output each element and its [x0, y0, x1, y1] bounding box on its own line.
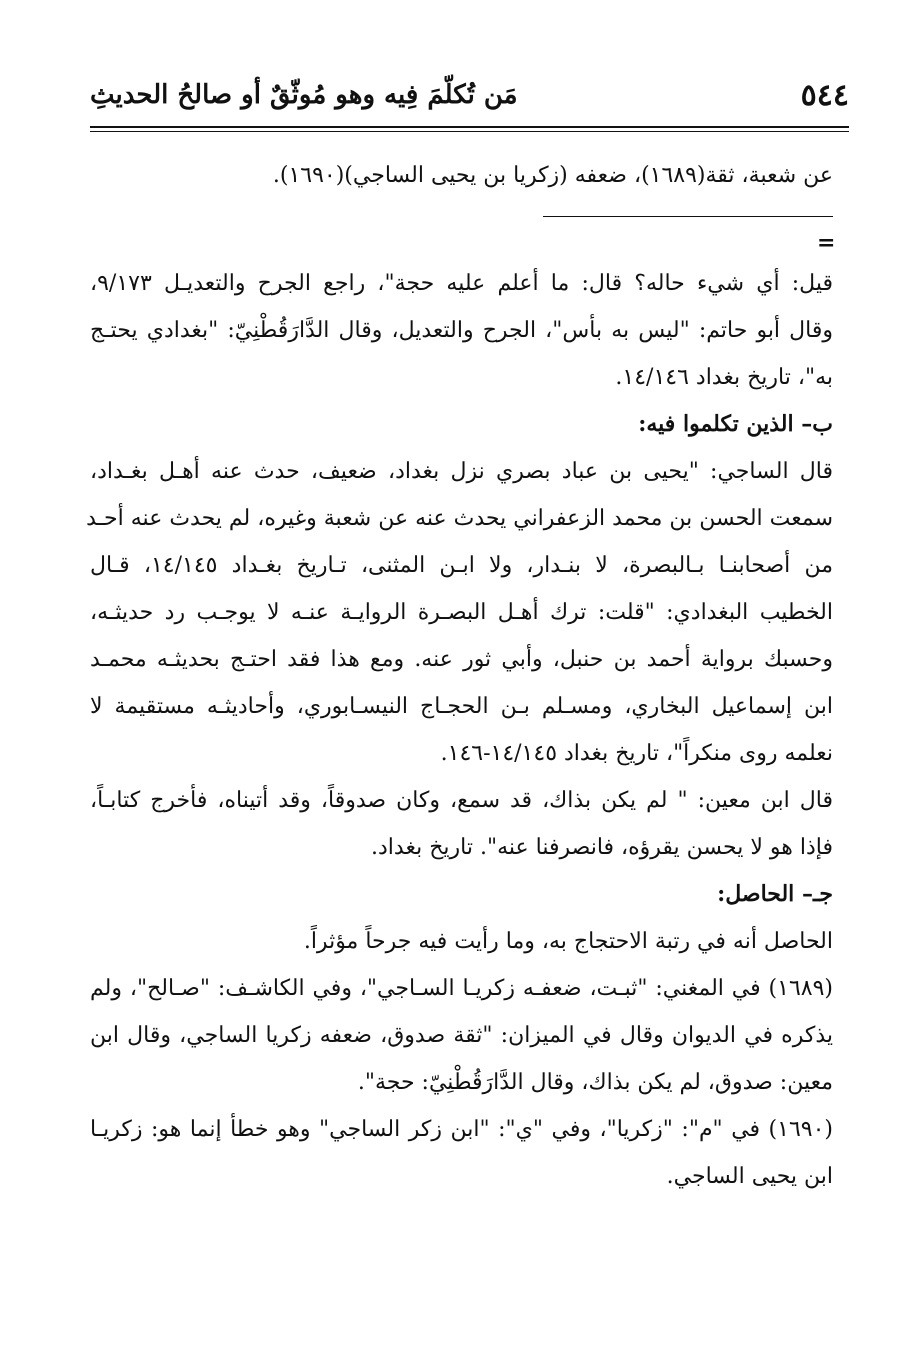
- header-rule: [90, 126, 849, 128]
- section-b-heading: ب– الذين تكلموا فيه:: [638, 411, 833, 437]
- main-line: عن شعبة، ثقة(١٦٨٩)، ضعفه (زكريا بن يحيى الساجي)(١٦٩٠).: [272, 163, 833, 188]
- footnote-continuation: [86, 260, 833, 1200]
- text-line: وحسبك برواية أحمد بن حنبل، وأبي ثور عنه. ومع هذا فقد احتـج بحديثـه محمـد: [90, 647, 833, 672]
- continuation-mark: =: [817, 230, 836, 256]
- text-line: وقال أبو حاتم: "ليس به بأس"، الجرح والتعديل، وقال الدَّارَقُطْنِيّ: "بغدادي يحتـج: [90, 318, 833, 343]
- text-line: نعلمه روى منكراً"، تاريخ بغداد ١٤/١٤٥-١٤٦.: [440, 741, 833, 766]
- text-line: معين: صدوق، لم يكن بذاك، وقال الدَّارَقُطْنِيّ: حجة".: [357, 1070, 833, 1095]
- section-c-heading: جـ– الحاصل:: [717, 881, 833, 907]
- header-rule-thin: [90, 131, 849, 132]
- footnote-1690: (١٦٩٠) في "م": "زكريا"، وفي "ي": "ابن زكر الساجي" وهو خطأ إنما هو: زكريـا: [90, 1117, 833, 1142]
- text-line: من أصحابنـا بـالبصرة، لا بنـدار، ولا ابـن المثنى، تـاريخ بغـداد ١٤/١٤٥، قـال: [90, 553, 833, 578]
- text-line: قال الساجي: "يحيى بن عباد بصري نزل بغداد، ضعيف، حدث عنه أهـل بغـداد،: [90, 459, 833, 484]
- text-line: الحاصل أنه في رتبة الاحتجاج به، وما رأيت فيه جرحاً مؤثراً.: [303, 929, 833, 954]
- footnote-1689: (١٦٨٩) في المغني: "ثبـت، ضعفـه زكريـا السـاجي"، وفي الكاشـف: "صـالح"، ولم: [90, 976, 833, 1001]
- page-number: ٥٤٤: [800, 78, 849, 113]
- text-line: قيل: أي شيء حاله؟ قال: ما أعلم عليه حجة"، راجع الجرح والتعديـل ٩/١٧٣،: [90, 271, 833, 296]
- text-line: الخطيب البغدادي: "قلت: ترك أهـل البصـرة الروايـة عنـه لا يوجـب رد حديثـه،: [90, 600, 833, 625]
- text-line: به"، تاريخ بغداد ١٤/١٤٦.: [615, 365, 833, 390]
- text-line: ابن يحيى الساجي.: [666, 1164, 833, 1189]
- text-line: سمعت الحسن بن محمد الزعفراني يحدث عنه عن شعبة وغيره، لم يحدث عنه أحـد: [86, 506, 833, 531]
- page-header: [90, 70, 849, 120]
- running-title: مَن تُكلّمَ فِيه وهو مُوثّقٌ أو صالحُ الحديثِ: [90, 80, 518, 110]
- text-line: قال ابن معين: " لم يكن بذاك، قد سمع، وكان صدوقاً، وقد أتيناه، فأخرج كتابـاً،: [90, 788, 833, 813]
- text-line: يذكره في الديوان وقال في الميزان: "ثقة صدوق، ضعفه زكريا الساجي، وقال ابن: [90, 1023, 833, 1048]
- footnote-separator: [543, 216, 833, 217]
- main-text: [90, 152, 833, 199]
- text-line: فإذا هو لا يحسن يقرؤه، فانصرفنا عنه". تاريخ بغداد.: [371, 835, 833, 860]
- text-line: ابن إسماعيل البخاري، ومسـلم بـن الحجـاج النيسـابوري، وأحاديثـه مستقيمة لا: [90, 694, 833, 719]
